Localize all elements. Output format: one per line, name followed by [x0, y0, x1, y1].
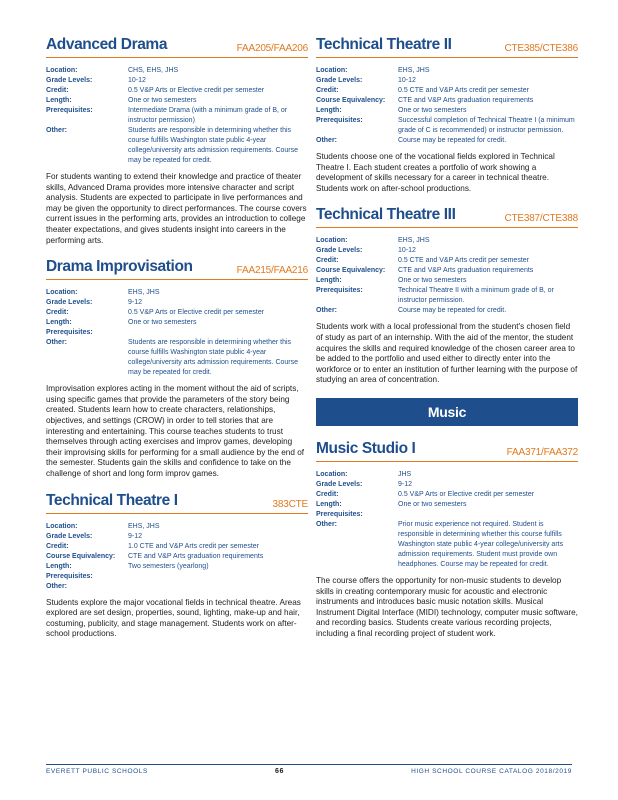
info-row	[316, 470, 578, 480]
info-row	[316, 480, 578, 490]
course-technical-theatre-2	[316, 36, 578, 194]
course-description: Students work with a local professional from the student's chosen field of study as part of an internship. With the aid of the mentor, the student acquires the skills and required knowledge of the chosen career area to be added to the portfolio and used either to directly enter into the workforce or to enter an institution of further learning with the purpose of studying an area of concentration.	[316, 322, 578, 385]
info-row	[46, 86, 308, 96]
course-technical-theatre-3	[316, 206, 578, 386]
course-title: Drama Improvisation	[46, 258, 193, 276]
course-header	[46, 492, 308, 514]
course-description: For students wanting to extend their knowledge and practice of theater skills, Advanced Drama provides more intensive character and script analysis. Students are expected to participate in live performances and may be given the opportunity to direct performances. The course covers current issues in the performing arts, provides an introduction to college theater expectations, and gives students insight into careers in the performing arts.	[46, 172, 307, 245]
info-value: 9-12	[128, 299, 143, 307]
course-header	[46, 258, 308, 280]
info-row	[46, 532, 308, 542]
info-value	[128, 572, 308, 582]
info-label: Credit:	[46, 309, 69, 317]
info-label: Other:	[316, 307, 337, 315]
info-label: Other:	[46, 127, 67, 134]
info-label: Credit:	[316, 87, 339, 94]
info-row	[46, 338, 308, 378]
info-label: Other:	[46, 582, 67, 590]
info-value: Students are responsible in determining whether this course fulfills Washington state public 4-year college/university arts admission requirements. Course may be repeated for credit.	[128, 127, 299, 164]
info-label: Credit:	[316, 490, 339, 498]
course-info-table	[316, 470, 578, 570]
info-label: Course Equivalency:	[46, 552, 116, 560]
info-value: Intermediate Drama (with a minimum grade of B, or instructor permission)	[128, 107, 288, 124]
info-label: Credit:	[316, 257, 339, 265]
info-label: Other:	[46, 339, 67, 347]
info-value: CTE and V&P Arts graduation requirements	[128, 552, 264, 560]
course-header	[316, 36, 578, 58]
course-code: FAA371/FAA372	[506, 446, 578, 458]
page-number: 66	[275, 768, 284, 775]
info-row	[316, 490, 578, 500]
info-value: 10-12	[398, 247, 416, 255]
course-description: The course offers the opportunity for non-music students to develop skills in creating contemporary music for acoustic and electronic instruments and introduces basic music notation skills. Musical Instrument Digital Interface (MIDI) technology, computer music software, and recording basics. Students create various recording projects, including a final recording project of student work.	[316, 575, 578, 638]
info-value: 9-12	[398, 480, 413, 488]
info-row	[316, 500, 578, 510]
course-description: Students explore the major vocational fields in technical theatre. Areas explored are set design, properties, sound, lighting, make-up and hair, costuming, publicity, and stage management. Students work on after-school productions.	[46, 597, 301, 639]
info-value	[398, 510, 578, 520]
info-value: CHS, EHS, JHS	[128, 67, 179, 74]
course-info-table	[316, 66, 578, 146]
course-code: 383CTE	[272, 498, 308, 510]
info-label: Credit:	[46, 87, 69, 94]
course-title: Music Studio I	[316, 439, 416, 457]
info-label: Grade Levels:	[316, 77, 363, 84]
info-row	[316, 116, 578, 136]
info-label: Grade Levels:	[316, 247, 363, 255]
info-label: Location:	[316, 237, 348, 245]
info-row	[46, 572, 308, 582]
info-label: Length:	[316, 277, 342, 285]
info-label: Prerequisites:	[316, 287, 363, 295]
course-description: Improvisation explores acting in the moment without the aid of scripts, using specific games that provide the parameters of the story being created. Students learn how to create characters, relationships, objectives, and settings (CROW) in order to tell stories that are interesting and entertaining. This course teaches students to trust themselves through acting exercises and improv games, developing their improvising skills for performing for a small audience by the end of the semester. Students gain the skills and confidence to take on the challenge of short and long form improv games.	[46, 384, 305, 478]
course-description: Students choose one of the vocational fields explored in Technical Theatre I. Each student creates a portfolio of work showing a development of skills necessary for a career in technical theatre. Students work on after-school productions.	[316, 152, 555, 193]
course-drama-improvisation	[46, 258, 308, 479]
info-value: CTE and V&P Arts graduation requirements	[398, 97, 534, 104]
info-row	[46, 106, 308, 126]
course-title: Technical Theatre II	[316, 36, 452, 53]
info-label: Location:	[316, 470, 348, 478]
info-label: Other:	[316, 137, 337, 144]
info-value: 0.5 V&P Arts or Elective credit per semester	[128, 309, 265, 317]
info-value	[128, 328, 308, 338]
info-value: 0.5 V&P Arts or Elective credit per semester	[398, 490, 535, 498]
info-label: Length:	[46, 562, 72, 570]
course-info-table	[46, 522, 308, 592]
info-value: One or two semesters	[398, 107, 467, 114]
info-value: One or two semesters	[398, 500, 467, 508]
info-row	[46, 308, 308, 318]
course-title: Technical Theatre I	[46, 491, 178, 509]
info-value: EHS, JHS	[398, 67, 430, 74]
info-row	[316, 256, 578, 266]
course-technical-theatre-1	[46, 492, 308, 640]
info-label: Location:	[46, 289, 78, 297]
info-row	[316, 106, 578, 116]
footer-district: EVERETT PUBLIC SCHOOLS	[46, 768, 148, 775]
info-value: EHS, JHS	[128, 289, 160, 297]
info-label: Other:	[316, 520, 337, 528]
info-value	[128, 582, 308, 592]
info-label: Length:	[316, 500, 342, 508]
course-header	[316, 440, 578, 462]
info-value: One or two semesters	[398, 277, 467, 285]
footer-catalog: HIGH SCHOOL COURSE CATALOG 2018/2019	[411, 768, 572, 775]
course-advanced-drama	[46, 36, 308, 246]
info-label: Prerequisites:	[46, 572, 93, 580]
course-header	[46, 36, 308, 58]
section-banner-music: Music	[316, 398, 578, 426]
info-value: 0.5 CTE and V&P Arts credit per semester	[398, 257, 529, 265]
info-row	[316, 246, 578, 256]
info-row	[316, 520, 578, 570]
info-value: 1.0 CTE and V&P Arts credit per semester	[128, 542, 259, 550]
info-row	[316, 286, 578, 306]
info-row	[46, 522, 308, 532]
info-label: Location:	[46, 67, 78, 74]
info-row	[316, 136, 578, 146]
info-label: Grade Levels:	[46, 532, 93, 540]
info-row	[316, 86, 578, 96]
info-row	[316, 66, 578, 76]
info-value: One or two semesters	[128, 97, 197, 104]
info-label: Prerequisites:	[46, 107, 93, 114]
info-label: Prerequisites:	[46, 329, 93, 337]
info-value: Prior music experience not required. Student is responsible in determining whether this course fulfills Washington state public 4-year college/university arts admission requirements. Student must provide own headphones. Course may be repeated for credit.	[398, 520, 564, 568]
info-value: JHS	[398, 470, 412, 478]
info-value: CTE and V&P Arts graduation requirements	[398, 267, 534, 275]
course-header	[316, 206, 578, 228]
info-row	[46, 288, 308, 298]
info-row	[46, 542, 308, 552]
info-value: EHS, JHS	[398, 237, 430, 245]
info-value: 0.5 V&P Arts or Elective credit per semester	[128, 87, 265, 94]
info-value: One or two semesters	[128, 319, 197, 327]
info-label: Course Equivalency:	[316, 97, 386, 104]
course-code: CTE385/CTE386	[504, 43, 578, 54]
info-row	[46, 328, 308, 338]
info-label: Course Equivalency:	[316, 267, 386, 275]
info-row	[316, 306, 578, 316]
course-title: Advanced Drama	[46, 36, 168, 53]
info-label: Length:	[316, 107, 342, 114]
info-label: Location:	[46, 522, 78, 530]
info-value: EHS, JHS	[128, 522, 160, 530]
info-row	[316, 236, 578, 246]
course-music-studio-1	[316, 440, 578, 640]
info-row	[46, 552, 308, 562]
info-row	[316, 76, 578, 86]
info-row	[316, 96, 578, 106]
info-row	[46, 96, 308, 106]
info-row	[46, 76, 308, 86]
info-label: Location:	[316, 67, 348, 74]
info-value: 10-12	[128, 77, 146, 84]
left-column	[46, 36, 308, 652]
info-value: Course may be repeated for credit.	[398, 307, 507, 315]
info-label: Credit:	[46, 542, 69, 550]
info-value: Two semesters (yearlong)	[128, 562, 209, 570]
info-row	[316, 276, 578, 286]
info-row	[46, 582, 308, 592]
info-label: Grade Levels:	[46, 299, 93, 307]
info-label: Length:	[46, 97, 72, 104]
info-row	[316, 266, 578, 276]
course-code: CTE387/CTE388	[504, 213, 578, 225]
info-value: Students are responsible in determining whether this course fulfills Washington state public 4-year college/university arts admission requirements. Course may be repeated for credit.	[128, 339, 299, 377]
course-code: FAA215/FAA216	[236, 265, 308, 277]
info-value: Successful completion of Technical Theatre I (a minimum grade of C is recommended) or instructor permission.	[398, 117, 575, 134]
info-row	[316, 510, 578, 520]
info-row	[46, 318, 308, 328]
course-code: FAA205/FAA206	[236, 43, 308, 54]
info-label: Prerequisites:	[316, 117, 363, 124]
course-info-table	[316, 236, 578, 316]
info-value: 10-12	[398, 77, 416, 84]
info-row	[46, 562, 308, 572]
course-title: Technical Theatre III	[316, 206, 456, 224]
info-label: Length:	[46, 319, 72, 327]
right-column	[316, 36, 578, 652]
info-row	[46, 298, 308, 308]
info-value: 0.5 CTE and V&P Arts credit per semester	[398, 87, 529, 94]
info-row	[46, 126, 308, 166]
course-info-table	[46, 288, 308, 378]
info-value: Technical Theatre II with a minimum grade of B, or instructor permission.	[398, 287, 554, 305]
page-footer	[46, 764, 572, 775]
info-label: Grade Levels:	[46, 77, 93, 84]
info-label: Prerequisites:	[316, 510, 363, 518]
info-value: Course may be repeated for credit.	[398, 137, 507, 144]
course-info-table	[46, 66, 308, 166]
info-row	[46, 66, 308, 76]
info-label: Grade Levels:	[316, 480, 363, 488]
info-value: 9-12	[128, 532, 143, 540]
